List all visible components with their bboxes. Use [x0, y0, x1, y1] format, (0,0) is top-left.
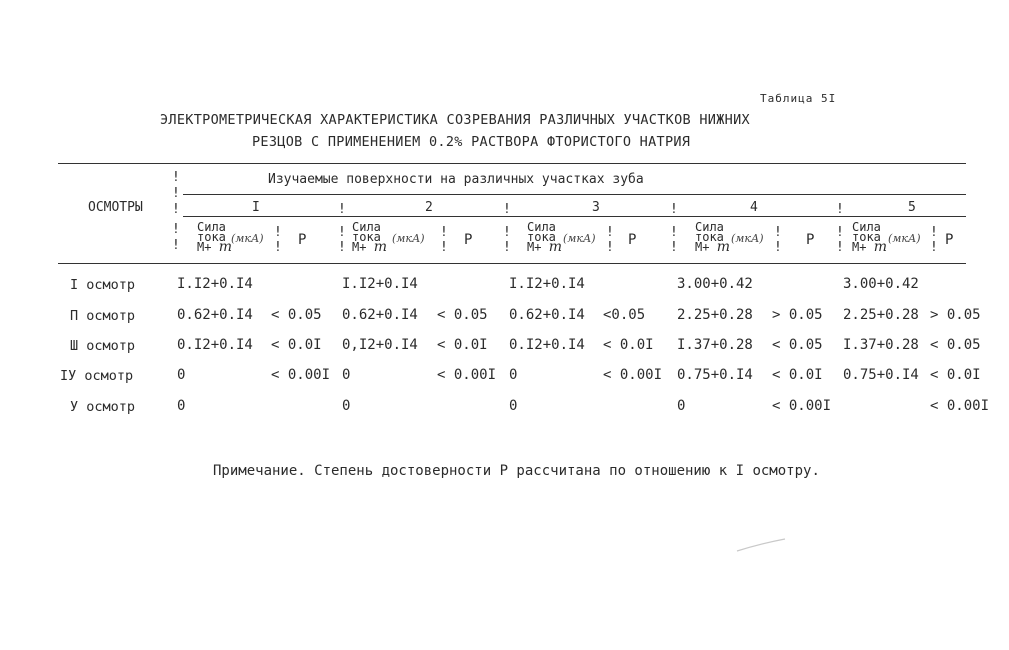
data-cell: < 0.0I: [930, 367, 981, 383]
data-cell: 0.62+0.I4: [509, 307, 585, 323]
row-label: У осмотр: [70, 399, 136, 415]
separator-mark: !: [440, 225, 448, 240]
data-cell: < 0.00I: [437, 367, 497, 383]
separator-mark: !: [503, 225, 511, 240]
separator-mark: !: [670, 240, 678, 255]
current-label: Сила тока М+ m: [527, 220, 562, 255]
data-cell: < 0.00I: [271, 367, 331, 383]
separator-mark: !: [338, 225, 346, 240]
data-cell: > 0.05: [930, 307, 981, 323]
site-header-rule: [183, 216, 966, 217]
data-cell: I.I2+0.I4: [342, 276, 418, 292]
data-cell: < 0.05: [930, 337, 981, 353]
separator-mark: !: [836, 240, 844, 255]
separator-mark: !: [274, 240, 282, 255]
separator-mark: !: [172, 238, 180, 253]
data-cell: < 0.00I: [603, 367, 663, 383]
data-cell: 0: [509, 398, 518, 414]
data-cell: 0: [177, 398, 186, 414]
data-cell: I.37+0.28: [843, 337, 919, 353]
p-header: Р: [464, 232, 473, 248]
site-number: 4: [750, 200, 758, 215]
separator-mark: !: [930, 225, 938, 240]
unit-label: (мкА): [888, 232, 921, 245]
table-top-rule: [58, 163, 966, 164]
row-label: IУ осмотр: [60, 368, 134, 384]
title-line-2: РЕЗЦОВ С ПРИМЕНЕНИЕМ 0.2% РАСТВОРА ФТОРИСТОГО НАТРИЯ: [252, 134, 691, 150]
data-cell: 0.62+0.I4: [342, 307, 418, 323]
current-label: Сила тока М+ m: [197, 220, 232, 255]
row-header-label: ОСМОТРЫ: [88, 200, 143, 215]
footnote: Примечание. Степень достоверности Р рассчитана по отношению к I осмотру.: [213, 463, 820, 479]
unit-label: (мкА): [231, 232, 264, 245]
data-cell: < 0.0I: [271, 337, 322, 353]
site-number: 2: [425, 200, 433, 215]
data-cell: < 0.0I: [772, 367, 823, 383]
separator-mark: !: [172, 202, 180, 217]
group-header: Изучаемые поверхности на различных участках зуба: [268, 172, 644, 187]
current-label: Сила тока М+ m: [352, 220, 387, 255]
data-cell: 0: [509, 367, 518, 383]
data-cell: < 0.0I: [437, 337, 488, 353]
data-cell: 2.25+0.28: [843, 307, 919, 323]
separator-mark: !: [670, 202, 678, 217]
separator-mark: !: [670, 225, 678, 240]
data-cell: < 0.05: [271, 307, 322, 323]
site-number: 5: [908, 200, 916, 215]
table-number: Таблица 5I: [760, 92, 837, 105]
data-cell: 0: [177, 367, 186, 383]
data-cell: 0.75+0.I4: [677, 367, 753, 383]
p-header: Р: [806, 232, 815, 248]
separator-mark: !: [606, 225, 614, 240]
current-label: Сила тока М+ m: [852, 220, 887, 255]
separator-mark: !: [338, 202, 346, 217]
site-number: 3: [592, 200, 600, 215]
data-cell: > 0.05: [772, 307, 823, 323]
data-cell: < 0.00I: [772, 398, 832, 414]
row-label: I осмотр: [70, 277, 136, 293]
data-cell: 0: [677, 398, 686, 414]
data-cell: 3.00+0.42: [843, 276, 919, 292]
data-cell: < 0.00I: [930, 398, 990, 414]
separator-mark: !: [338, 240, 346, 255]
unit-label: (мкА): [731, 232, 764, 245]
separator-mark: !: [774, 240, 782, 255]
data-cell: < 0.0I: [603, 337, 654, 353]
data-cell: 0: [342, 398, 351, 414]
separator-mark: !: [503, 202, 511, 217]
separator-mark: !: [774, 225, 782, 240]
data-cell: 0: [342, 367, 351, 383]
row-label: П осмотр: [70, 308, 136, 324]
site-number: I: [252, 200, 260, 215]
data-cell: I.I2+0.I4: [509, 276, 585, 292]
separator-mark: !: [172, 222, 180, 237]
data-cell: 0.62+0.I4: [177, 307, 253, 323]
group-header-rule: [183, 194, 966, 195]
data-cell: I.I2+0.I4: [177, 276, 253, 292]
scan-stroke: [735, 536, 787, 554]
p-header: Р: [945, 232, 954, 248]
separator-mark: !: [606, 240, 614, 255]
separator-mark: !: [172, 170, 180, 185]
data-cell: 3.00+0.42: [677, 276, 753, 292]
current-label: Сила тока М+ m: [695, 220, 730, 255]
data-cell: 0.75+0.I4: [843, 367, 919, 383]
separator-mark: !: [503, 240, 511, 255]
separator-mark: !: [274, 225, 282, 240]
data-cell: < 0.05: [437, 307, 488, 323]
data-cell: 0,I2+0.I4: [342, 337, 418, 353]
unit-label: (мкА): [392, 232, 425, 245]
separator-mark: !: [836, 225, 844, 240]
table-header-bottom-rule: [58, 263, 966, 264]
title-line-1: ЭЛЕКТРОМЕТРИЧЕСКАЯ ХАРАКТЕРИСТИКА СОЗРЕВАНИЯ РАЗЛИЧНЫХ УЧАСТКОВ НИЖНИХ: [160, 112, 750, 128]
data-cell: 2.25+0.28: [677, 307, 753, 323]
separator-mark: !: [440, 240, 448, 255]
data-cell: 0.I2+0.I4: [177, 337, 253, 353]
p-header: Р: [298, 232, 307, 248]
unit-label: (мкА): [563, 232, 596, 245]
separator-mark: !: [836, 202, 844, 217]
row-label: Ш осмотр: [70, 338, 136, 354]
p-header: Р: [628, 232, 637, 248]
data-cell: 0.I2+0.I4: [509, 337, 585, 353]
data-cell: <0.05: [603, 307, 646, 323]
separator-mark: !: [930, 240, 938, 255]
data-cell: < 0.05: [772, 337, 823, 353]
data-cell: I.37+0.28: [677, 337, 753, 353]
separator-mark: !: [172, 186, 180, 201]
